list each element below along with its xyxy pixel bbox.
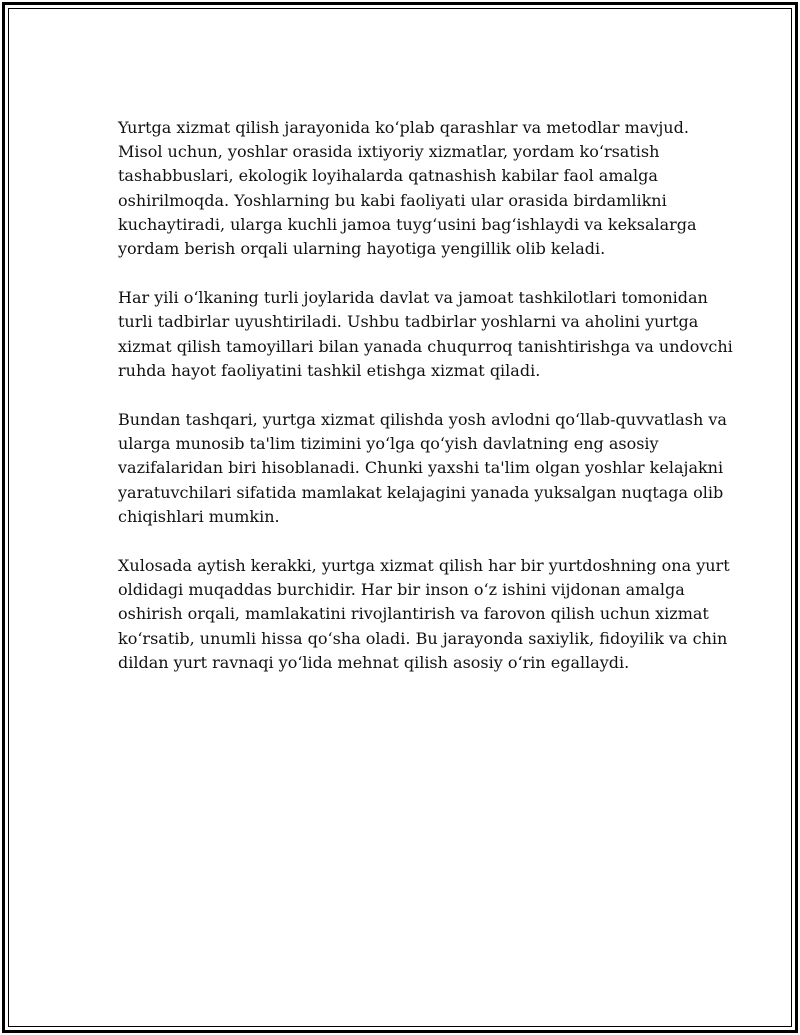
paragraph-3-line: vazifalaridan biri hisoblanadi. Chunki yaxshi ta'lim olgan yoshlar kelajakni	[118, 458, 724, 478]
paragraph-1-line: kuchaytiradi, ularga kuchli jamoa tuyg‘usini bag‘ishlaydi va keksalarga	[118, 214, 697, 234]
paragraph-1-line: yordam berish orqali ularning hayotiga yengillik olib keladi.	[118, 239, 606, 259]
paragraph-2-line: Har yili o‘lkaning turli joylarida davlat va jamoat tashkilotlari tomonidan	[118, 288, 708, 308]
paragraph-3-line: ularga munosib ta'lim tizimini yo‘lga qo‘yish davlatning eng asosiy	[118, 434, 659, 454]
paragraph-3-line: Bundan tashqari, yurtga xizmat qilishda yosh avlodni qo‘llab-quvvatlash va	[118, 410, 727, 430]
paragraph-3-line: chiqishlari mumkin.	[118, 506, 280, 526]
paragraph-3-line: yaratuvchilari sifatida mamlakat kelajagini yanada yuksalgan nuqtaga olib	[118, 482, 724, 502]
paragraph-4-line: Xulosada aytish kerakki, yurtga xizmat qilish har bir yurtdoshning ona yurt	[118, 556, 730, 576]
paragraph-4-line: ko‘rsatib, unumli hissa qo‘sha oladi. Bu jarayonda saxiylik, fidoyilik va chin	[118, 628, 728, 648]
paragraph-4	[118, 554, 730, 675]
paragraph-1-line: tashabbuslari, ekologik loyihalarda qatnashish kabilar faol amalga	[118, 166, 658, 186]
paragraph-2-line: ruhda hayot faoliyatini tashkil etishga xizmat qiladi.	[118, 360, 541, 380]
paragraph-1	[118, 116, 698, 261]
paragraph-4-line: dildan yurt ravnaqi yo‘lida mehnat qilish asosiy o‘rin egallaydi.	[118, 652, 630, 672]
paragraph-1-line: Yurtga xizmat qilish jarayonida ko‘plab qarashlar va metodlar mavjud.	[118, 118, 689, 137]
paragraph-1-line: oshirilmoqda. Yoshlarning bu kabi faoliyati ular orasida birdamlikni	[118, 190, 667, 210]
paragraph-2-line: xizmat qilish tamoyillari bilan yanada chuqurroq tanishtirishga va undovchi	[118, 336, 733, 356]
paragraph-2-line: turli tadbirlar uyushtiriladi. Ushbu tadbirlar yoshlarni va aholini yurtga	[118, 312, 699, 332]
paragraph-1-line: Misol uchun, yoshlar orasida ixtiyoriy xizmatlar, yordam ko‘rsatish	[118, 142, 660, 162]
document-body	[118, 116, 733, 700]
paragraph-3	[118, 408, 727, 529]
paragraph-4-line: oldidagi muqaddas burchidir. Har bir inson o‘z ishini vijdonan amalga	[118, 580, 685, 600]
paragraph-2	[118, 286, 733, 383]
paragraph-4-line: oshirish orqali, mamlakatini rivojlantirish va farovon qilish uchun xizmat	[118, 604, 709, 624]
